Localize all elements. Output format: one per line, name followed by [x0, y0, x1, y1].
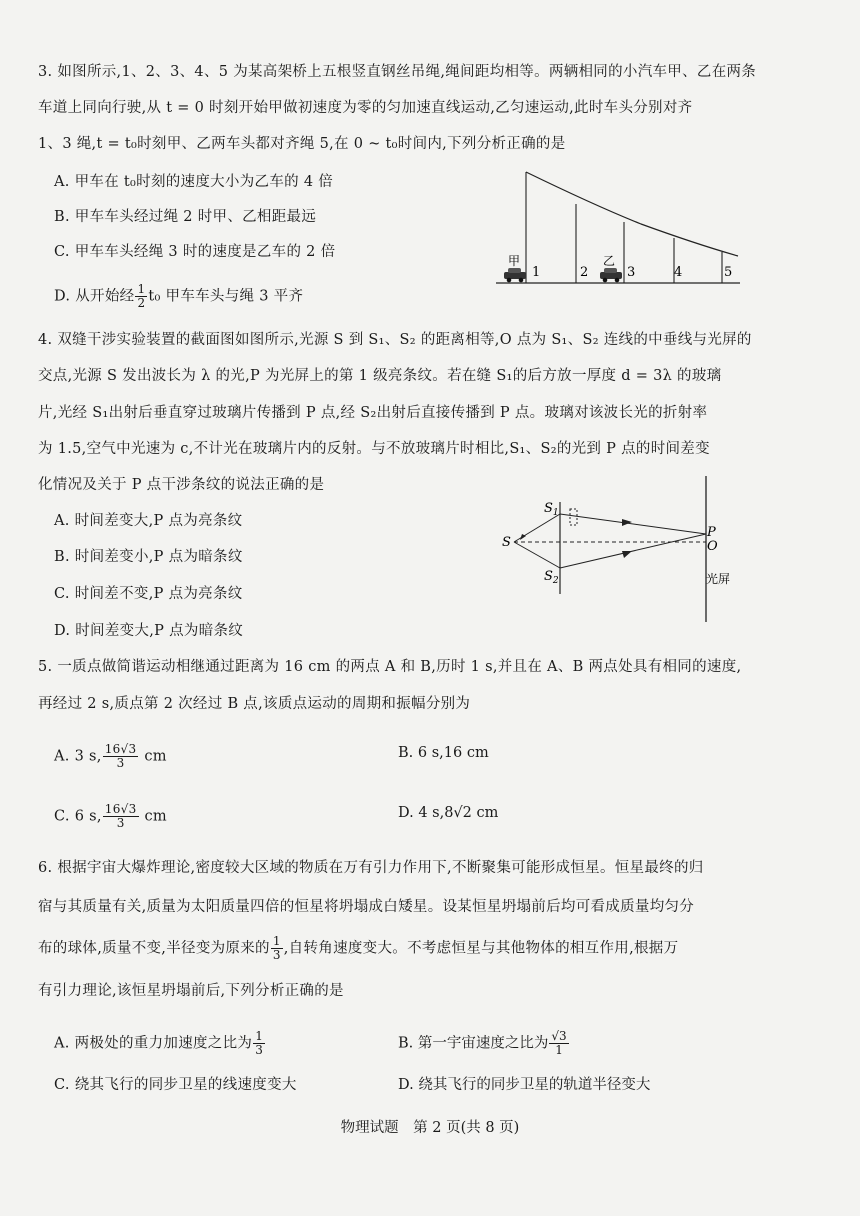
ray-s-s2 — [514, 542, 560, 568]
rope-label-1: 1 — [532, 265, 541, 280]
q5-option-c — [54, 803, 167, 830]
label-s2-sub: 2 — [552, 576, 559, 586]
fraction-numerator: 16√3 — [104, 742, 137, 756]
q3-stem-line-3: 1、3 绳,t = t₀时刻甲、乙两车头都对齐绳 5,在 0 ~ t₀时间内,下列分析正确的是 — [38, 136, 566, 152]
fraction-numerator: √3 — [551, 1029, 567, 1043]
q5-option-c-fraction — [103, 803, 139, 830]
q4-option-d: D. 时间差变大,P 点为暗条纹 — [54, 623, 244, 639]
q4-stem-line-5: 化情况及关于 P 点干涉条纹的说法正确的是 — [38, 477, 325, 493]
q3-stem-line-2: 车道上同向行驶,从 t = 0 时刻开始甲做初速度为零的匀加速直线运动,乙匀速运动,此时车头分别对齐 — [38, 100, 693, 116]
label-s1 — [544, 501, 559, 518]
fraction-numerator: 16√3 — [104, 802, 137, 816]
fraction-denominator: 3 — [116, 756, 125, 770]
rope-label-5: 5 — [724, 265, 733, 280]
label-s1-sub: 1 — [552, 508, 559, 518]
q3-stem-line-1: 3. 如图所示,1、2、3、4、5 为某高架桥上五根竖直钢丝吊绳,绳间距均相等。两辆相同的小汽车甲、乙在两条 — [38, 64, 757, 80]
q4-option-c: C. 时间差不变,P 点为亮条纹 — [54, 586, 243, 602]
q6-option-a — [54, 1030, 266, 1057]
fraction-numerator: 1 — [137, 282, 146, 296]
q6-option-a-prefix: A. 两极处的重力加速度之比为 — [54, 1035, 253, 1052]
page-footer: 物理试题 第 2 页(共 8 页) — [340, 1120, 520, 1136]
q3-option-b: B. 甲车车头经过绳 2 时甲、乙相距最远 — [54, 209, 317, 225]
ray-s2-p — [560, 534, 706, 568]
label-s2-main: S — [544, 569, 553, 584]
fraction-numerator: 1 — [255, 1029, 264, 1043]
fraction-denominator: 1 — [555, 1043, 563, 1057]
q5-option-a-unit: cm — [144, 748, 167, 765]
q6-stem-line-2: 宿与其质量有关,质量为太阳质量四倍的恒星将坍塌成白矮星。设某恒星坍塌前后均可看成质量均匀分 — [38, 899, 695, 915]
fraction-denominator: 3 — [272, 948, 281, 962]
q3-bridge-figure — [496, 166, 746, 292]
q5-stem-line-1: 5. 一质点做简谐运动相继通过距离为 16 cm 的两点 A 和 B,历时 1 s,并且在 A、B 两点处具有相同的速度, — [38, 659, 742, 675]
fraction-denominator: 3 — [116, 816, 125, 830]
glass-slab — [570, 509, 577, 525]
fraction-denominator: 3 — [255, 1043, 264, 1057]
q3-option-d-suffix: t₀ 甲车车头与绳 3 平齐 — [148, 288, 304, 305]
q4-double-slit-figure — [500, 476, 740, 622]
fraction-denominator: 2 — [137, 296, 146, 310]
ray-s1-p — [560, 514, 706, 534]
rope-label-3: 3 — [627, 265, 636, 280]
car-jia-icon — [504, 268, 526, 282]
fraction-numerator: 1 — [272, 934, 281, 948]
q3-option-d — [54, 283, 303, 310]
q4-stem-line-3: 片,光经 S₁出射后垂直穿过玻璃片传播到 P 点,经 S₂出射后直接传播到 P 点。玻璃对该波长光的折射率 — [38, 405, 708, 421]
q5-option-b: B. 6 s,16 cm — [398, 745, 489, 761]
q3-option-c: C. 甲车车头经绳 3 时的速度是乙车的 2 倍 — [54, 244, 336, 260]
arrow-s2-icon — [622, 551, 632, 558]
car-jia-label: 甲 — [508, 254, 521, 268]
q5-stem-line-2: 再经过 2 s,质点第 2 次经过 B 点,该质点运动的周期和振幅分别为 — [38, 696, 471, 712]
rope-label-2: 2 — [580, 265, 589, 280]
bridge-cable-curve — [526, 172, 738, 256]
arrow-s1-icon — [622, 519, 632, 526]
q6-option-a-fraction — [253, 1030, 265, 1057]
q3-option-d-fraction — [135, 283, 147, 310]
rope-label-4: 4 — [674, 265, 683, 280]
q6-option-d: D. 绕其飞行的同步卫星的轨道半径变大 — [398, 1077, 651, 1093]
q4-option-a: A. 时间差变大,P 点为亮条纹 — [54, 513, 243, 529]
car-yi-label: 乙 — [603, 254, 616, 268]
q4-stem-line-4: 为 1.5,空气中光速为 c,不计光在玻璃片内的反射。与不放玻璃片时相比,S₁、S₂的光到 P 点的时间差变 — [38, 441, 710, 457]
q5-option-c-prefix: C. 6 s, — [54, 808, 102, 825]
q6-stem-line-1: 6. 根据宇宙大爆炸理论,密度较大区域的物质在万有引力作用下,不断聚集可能形成恒星。恒星最终的归 — [38, 860, 704, 876]
q5-option-c-unit: cm — [144, 808, 167, 825]
label-s1-main: S — [544, 501, 553, 516]
label-s2 — [544, 569, 559, 586]
q6-option-b-prefix: B. 第一宇宙速度之比为 — [398, 1035, 549, 1052]
q6-option-c: C. 绕其飞行的同步卫星的线速度变大 — [54, 1077, 297, 1093]
q4-stem-line-1: 4. 双缝干涉实验装置的截面图如图所示,光源 S 到 S₁、S₂ 的距离相等,O 点为 S₁、S₂ 连线的中垂线与光屏的 — [38, 332, 752, 348]
q6-option-b — [398, 1030, 570, 1057]
car-yi-icon — [600, 268, 622, 282]
q6-line-3-prefix: 布的球体,质量不变,半径变为原来的 — [38, 940, 270, 957]
q4-stem-line-2: 交点,光源 S 发出波长为 λ 的光,P 为光屏上的第 1 级亮条纹。若在缝 S₁的后方放一厚度 d = 3λ 的玻璃 — [38, 368, 722, 384]
label-o: O — [707, 539, 718, 554]
q6-stem-line-4: 有引力理论,该恒星坍塌前后,下列分析正确的是 — [38, 983, 344, 999]
q6-line-3-suffix: ,自转角速度变大。不考虑恒星与其他物体的相互作用,根据万 — [283, 940, 679, 957]
q5-option-d: D. 4 s,8√2 cm — [398, 805, 499, 821]
q3-option-d-prefix: D. 从开始经 — [54, 288, 135, 305]
q5-option-a-prefix: A. 3 s, — [54, 748, 102, 765]
q5-option-a-fraction — [103, 743, 139, 770]
q5-option-a — [54, 743, 167, 770]
q6-radius-fraction — [271, 935, 283, 962]
label-p: P — [707, 525, 716, 540]
q4-option-b: B. 时间差变小,P 点为暗条纹 — [54, 549, 243, 565]
label-screen: 光屏 — [706, 572, 731, 586]
label-s: S — [502, 535, 511, 550]
q3-option-a: A. 甲车在 t₀时刻的速度大小为乙车的 4 倍 — [54, 174, 334, 190]
q6-stem-line-3 — [38, 935, 678, 962]
q6-option-b-fraction — [549, 1030, 568, 1057]
